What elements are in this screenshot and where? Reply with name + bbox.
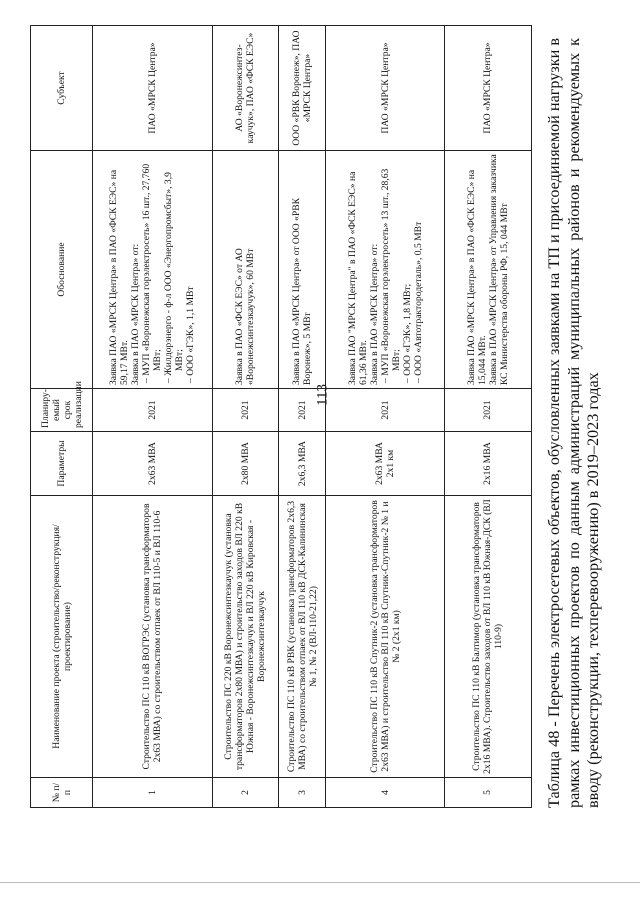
table-title: Таблица 48 - Перечень электросетевых объектов, обусловленных заявками на ТП и присоединяемой нагрузки в рамках инвестиционных проектов по данным администраций муниципальных районов и рекомендуемых к вводу (реконструкции, техперевооружению) в 2019–2023 годах (545, 38, 602, 808)
basis-list-item: – МУП «Воронежская горэлектросеть» 16 шт., 27,760 МВт; (141, 163, 164, 383)
header-year: Планиру-емый срок реализации (31, 389, 93, 432)
cell-basis (212, 151, 278, 389)
cell-num: 4 (326, 778, 445, 808)
basis-list-item: – ООО «ГЭК», 1,1 МВт (185, 286, 197, 383)
cell-name: Строительство ПС 110 кВ Спутник-2 (установка трансформаторов 2х63 МВА) и строительство ВЛ 110 кВ Спутник-Спутник-2 № 1 и № 2 (2х1 км) (326, 496, 445, 778)
table-row (278, 26, 325, 808)
cell-num: 2 (212, 778, 278, 808)
table-row (93, 26, 213, 808)
cell-basis (444, 151, 531, 389)
cell-params: 2х63 МВА (93, 432, 213, 496)
cell-subject: АО «Воронежсинтез-каучук», ПАО «ФСК ЕЭС» (212, 26, 278, 151)
cell-name: Строительство ПС 110 кВ РВК (установка трансформаторов 2х6,3 МВА) со строительством отпаек от ВЛ 110 кВ ДСК-Калининская № 1, № 2 (ВЛ-110-21,22) (278, 496, 325, 778)
basis-line: Заявка в ПАО «МРСК Центра» от: (130, 243, 142, 385)
cell-year: 2021 (278, 389, 325, 432)
basis-line: Заявка ПАО "МРСК Центра" в ПАО «ФСК ЕЭС» на 61,36 МВт. (346, 171, 369, 385)
header-basis: Обоснование (31, 151, 93, 389)
table-row (326, 26, 445, 808)
header-params: Параметры (31, 432, 93, 496)
basis-list-item: – Жилдорэнерго - ф-л ООО «Энергопромсбыт», 3,9 МВт; (163, 172, 186, 383)
projects-table (30, 25, 532, 808)
header-num: № п/п (31, 778, 93, 808)
basis-list-item: – МУП «Воронежская горэлектросеть» 13 шт., 28,63 МВт; (379, 168, 402, 383)
page-number: 113 (314, 384, 331, 406)
cell-year: 2021 (326, 389, 445, 432)
cell-params: 2х6,3 МВА (278, 432, 325, 496)
cell-subject: ООО «РВК Воронеж», ПАО «МРСК Центра» (278, 26, 325, 151)
table-row (212, 26, 278, 808)
cell-name: Строительство ПС 110 кВ Балтимор (установка трансформаторов 2х16 МВА). Строительство заходов от ВЛ 110 кВ Южная-ДСК (ВЛ 110-9) (444, 496, 531, 778)
basis-line: Заявка в ПАО «МРСК Центра» от Управления заказчика КС Министерства обороны РФ, 15, 044 МВт (487, 154, 510, 385)
cell-name: Строительство ПС 220 кВ Воронежсинтезкаучук (установка трансформаторов 2х80 МВА) и строительство заходов ВЛ 220 кВ Южная - Воронежсинтезкаучук и ВЛ 220 кВ Кировская - Воронежсинтезкаучук (212, 496, 278, 778)
basis-line: Заявка в ПАО «МРСК Центра» от ООО «РВК Воронеж», 5 МВт (291, 197, 314, 385)
basis-line: Заявка ПАО «МРСК Центра» в ПАО «ФСК ЕЭС» на 15,044 МВт. (465, 169, 488, 385)
cell-params: 2х63 МВА 2х1 км (326, 432, 445, 496)
basis-line: Заявка в ПАО «ФСК ЕЭС» от АО «Воронежсинтезкаучук», 60 МВт (234, 248, 257, 385)
basis-list-item: – ООО «Автотрактородеталь», 0,5 МВт (412, 221, 424, 383)
cell-params: 2х16 МВА (444, 432, 531, 496)
cell-year: 2021 (444, 389, 531, 432)
basis-list-item: – ООО «ГЭК», 1,8 МВт; (401, 283, 413, 383)
cell-year: 2021 (93, 389, 213, 432)
cell-num: 5 (444, 778, 531, 808)
cell-basis (93, 151, 213, 389)
cell-name: Строительство ПС 110 кВ ВОГРЭС (установка трансформаторов 2х63 МВА) со строительством отпаек от ВЛ 110-5 и ВЛ 110-6 (93, 496, 213, 778)
cell-num: 1 (93, 778, 213, 808)
header-name: Наименование проекта (строительство/реконструкция/проектирование) (31, 496, 93, 778)
header-subject: Субъект (31, 26, 93, 151)
cell-subject: ПАО «МРСК Центра» (93, 26, 213, 151)
table-row (444, 26, 531, 808)
table-header-row (31, 26, 93, 808)
cell-basis (326, 151, 445, 389)
basis-line: Заявка ПАО «МРСК Центра» в ПАО «ФСК ЕЭС» на 59,17 МВт. (108, 169, 131, 385)
cell-subject: ПАО «МРСК Центра» (444, 26, 531, 151)
cell-params: 2х80 МВА (212, 432, 278, 496)
cell-basis (278, 151, 325, 389)
cell-year: 2021 (212, 389, 278, 432)
basis-line: Заявка в ПАО «МРСК Центра» от: (368, 243, 380, 385)
cell-num: 3 (278, 778, 325, 808)
cell-subject: ПАО «МРСК Центра» (326, 26, 445, 151)
page-bottom-rule (0, 882, 640, 883)
